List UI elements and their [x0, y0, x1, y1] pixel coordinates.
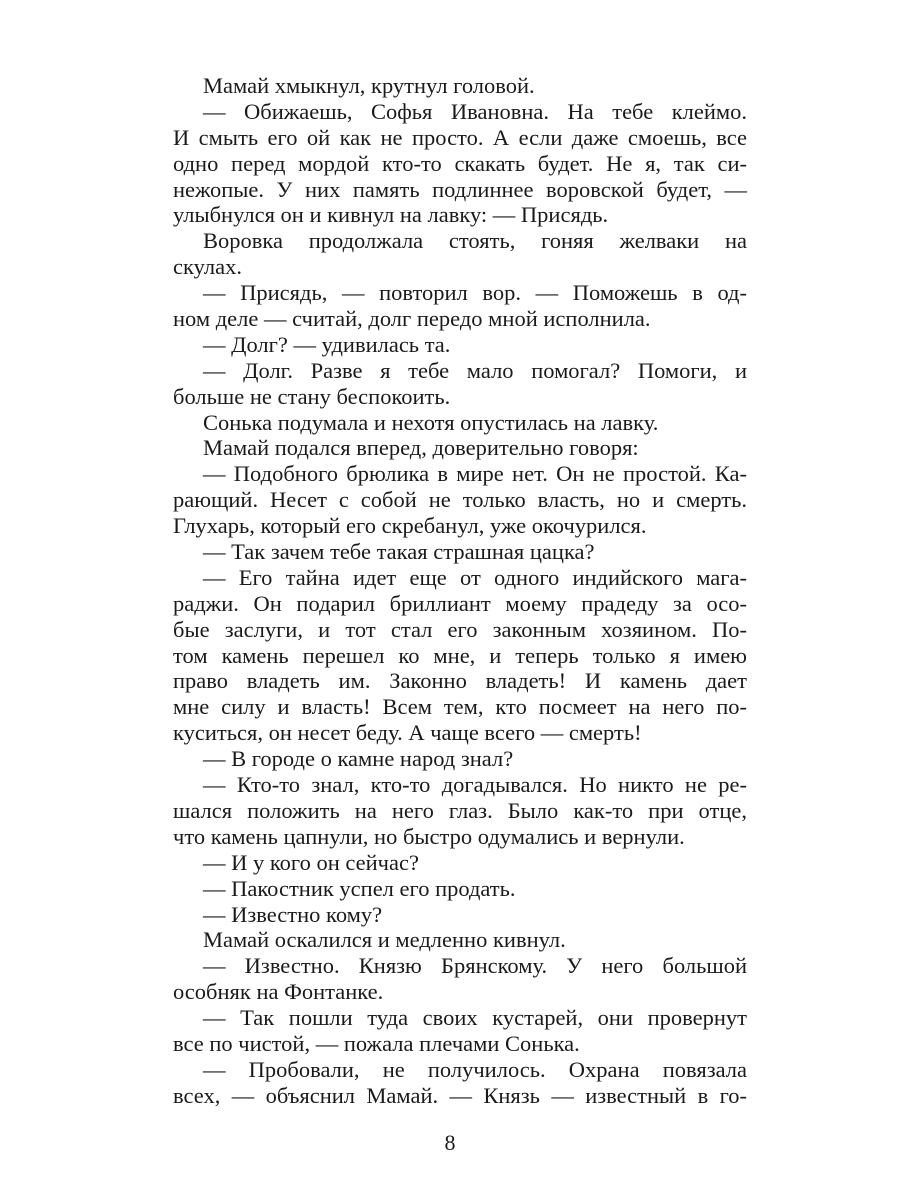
- text-line: ном деле — считай, долг передо мной исполнила.: [173, 306, 651, 332]
- text-line: том камень перешел ко мне, и теперь только я имею: [173, 642, 747, 668]
- text-line: особняк на Фонтанке.: [173, 979, 384, 1005]
- text-line: Воровка продолжала стоять, гоняя желваки на: [203, 228, 747, 254]
- text-line: Глухарь, который его скребанул, уже окочурился.: [173, 513, 647, 539]
- text-line: — Его тайна идет еще от одного индийского мага-: [203, 564, 747, 590]
- text-line: — Известно кому?: [203, 901, 383, 927]
- text-line: Мамай оскалился и медленно кивнул.: [203, 927, 566, 953]
- text-line: Мамай хмыкнул, крутнул головой.: [203, 73, 535, 98]
- text-line: — Долг? — удивилась та.: [203, 331, 451, 357]
- text-line: — Присядь, — повторил вор. — Поможешь в од-: [203, 280, 747, 306]
- text-line: бые заслуги, и тот стал его законным хозяином. По-: [173, 616, 747, 642]
- text-line: все по чистой, — пожала плечами Сонька.: [173, 1030, 580, 1056]
- text-line: — Пакостник успел его продать.: [203, 875, 516, 901]
- text-line: — Пробовали, не получилось. Охрана повязала: [203, 1056, 747, 1082]
- text-line: одно перед мордой кто-то скакать будет. Не я, так си-: [173, 150, 747, 176]
- text-line: скулах.: [173, 254, 242, 280]
- text-line: — Обижаешь, Софья Ивановна. На тебе клеймо.: [203, 98, 747, 124]
- text-line: — В городе о камне народ знал?: [203, 746, 514, 772]
- text-line: нежопые. У них память подлиннее воровской будет, —: [173, 176, 747, 202]
- text-line: раджи. Он подарил бриллиант моему прадеду за осо-: [173, 590, 747, 616]
- text-line: право владеть им. Законно владеть! И камень дает: [173, 668, 747, 694]
- text-line: Сонька подумала и нехотя опустилась на лавку.: [203, 409, 659, 435]
- text-line: больше не стану беспокоить.: [173, 383, 451, 409]
- text-line: — Так пошли туда своих кустарей, они провернут: [203, 1005, 747, 1031]
- text-line: — Известно. Князю Брянскому. У него большой: [203, 953, 747, 979]
- text-line: — Кто-то знал, кто-то догадывался. Но никто не ре-: [203, 772, 747, 798]
- text-line: — Долг. Разве я тебе мало помогал? Помоги, и: [203, 357, 747, 383]
- text-line: Мамай подался вперед, доверительно говоря:: [203, 435, 639, 461]
- text-line: — Так зачем тебе такая страшная цацка?: [203, 539, 595, 565]
- text-line: — Подобного брюлика в мире нет. Он не простой. Ка-: [203, 461, 747, 487]
- text-line: улыбнулся он и кивнул на лавку: — Присядь.: [173, 202, 609, 228]
- text-line: рающий. Несет с собой не только власть, но и смерть.: [173, 487, 747, 513]
- text-line: — И у кого он сейчас?: [203, 849, 419, 875]
- body-text: [173, 73, 747, 1109]
- text-line: шался положить на него глаз. Было как-то при отце,: [173, 797, 747, 823]
- text-line: что камень цапнули, но быстро одумались и вернули.: [173, 823, 685, 849]
- text-line: куситься, он несет беду. А чаще всего — смерть!: [173, 720, 642, 746]
- text-line: И смыть его ой как не просто. А если даже смоешь, все: [173, 124, 747, 150]
- page-number: 8: [444, 1130, 456, 1155]
- text-line: мне силу и власть! Всем тем, кто посмеет на него по-: [173, 694, 747, 720]
- text-line: всех, — объяснил Мамай. — Князь — известный в го-: [173, 1082, 747, 1108]
